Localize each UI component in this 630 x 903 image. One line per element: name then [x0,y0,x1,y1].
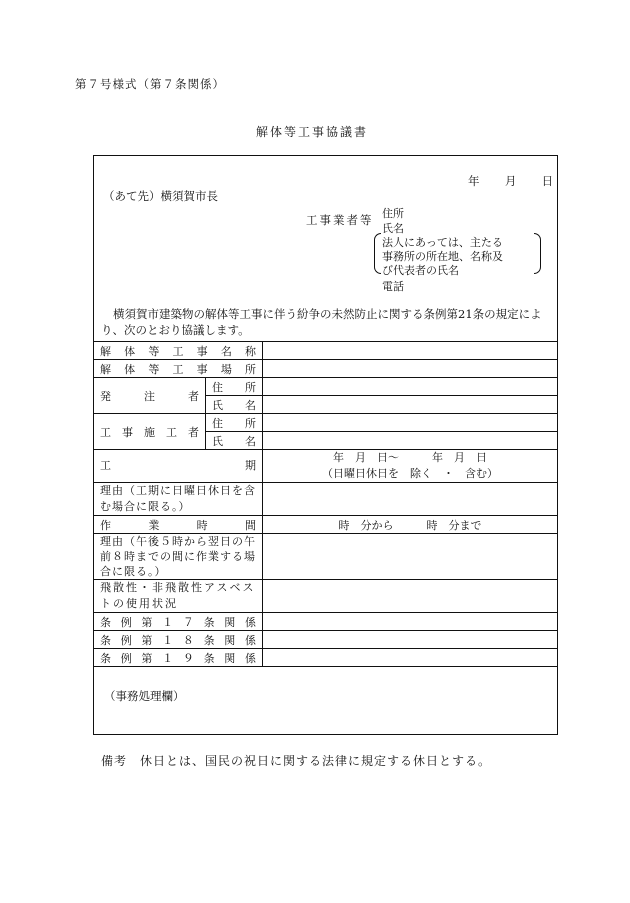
addressee: （あて先）横須賀市長 [103,189,218,203]
label-work-site: 解体等工事場所 [94,360,263,378]
field-article18[interactable] [263,631,558,649]
bracket-right [534,233,541,274]
label-orderer-address: 住所 [206,378,263,396]
label-hours-reason: 理由（午後５時から翌日の午前８時までの間に作業する場合に限る。） [94,534,263,580]
applicant-label: 工事業者等 [306,213,374,227]
date-year: 年 [468,174,480,188]
name-label: 氏名 [382,222,404,235]
label-orderer-name: 氏名 [206,396,263,414]
label-period: 工期 [94,450,263,483]
bracket-left [374,233,381,274]
office-use-label: （事務処理欄） [104,689,185,703]
field-asbestos[interactable] [263,580,558,613]
form-number: 第７号様式（第７条関係） [75,77,225,91]
field-orderer-name[interactable] [263,396,558,414]
corp-note-line1: 法人にあっては、主たる [382,236,503,249]
corp-note-line2: 事務所の所在地、名称及 [382,250,503,263]
remarks-note: 備考 休日とは、国民の祝日に関する法律に規定する休日とする。 [101,754,492,768]
date-line [468,173,553,189]
field-work-site[interactable] [263,360,558,378]
phone-label: 電話 [382,280,404,293]
label-article17: 条例第１７条関係 [94,613,263,631]
corp-note-line3: び代表者の氏名 [382,264,459,277]
field-work-name[interactable] [263,342,558,360]
address-label: 住所 [382,207,404,220]
label-article19: 条例第１９条関係 [94,649,263,667]
form-table [93,341,558,667]
field-hours-reason[interactable] [263,534,558,580]
label-contractor-name: 氏名 [206,432,263,450]
date-day: 日 [541,174,554,188]
label-period-reason: 理由（工期に日曜日休日を含む場合に限る。） [94,483,263,516]
field-orderer-address[interactable] [263,378,558,396]
period-holiday-option: （日曜日休日を 除く ・ 含む） [322,467,498,480]
date-month: 月 [504,174,517,188]
label-orderer: 発注者 [94,378,206,414]
period-dates: 年 月 日～ 年 月 日 [333,451,487,464]
label-work-name: 解体等工事名称 [94,342,263,360]
intro-sentence: 横須賀市建築物の解体等工事に伴う紛争の未然防止に関する条例第21条の規定により、次のとおり協議します。 [101,307,542,337]
intro-text [101,306,553,338]
field-contractor-name[interactable] [263,432,558,450]
field-period-reason[interactable] [263,483,558,516]
label-work-hours: 作業時間 [94,516,263,534]
label-contractor-address: 住所 [206,414,263,432]
field-article17[interactable] [263,613,558,631]
field-contractor-address[interactable] [263,414,558,432]
label-contractor: 工事施工者 [94,414,206,450]
label-asbestos: 飛散性・非飛散性アスベストの使用状況 [94,580,263,613]
field-article19[interactable] [263,649,558,667]
document-title: 解体等工事協議書 [256,125,369,139]
field-period[interactable] [263,450,558,483]
field-work-hours[interactable]: 時 分から 時 分まで [263,516,558,534]
label-article18: 条例第１８条関係 [94,631,263,649]
